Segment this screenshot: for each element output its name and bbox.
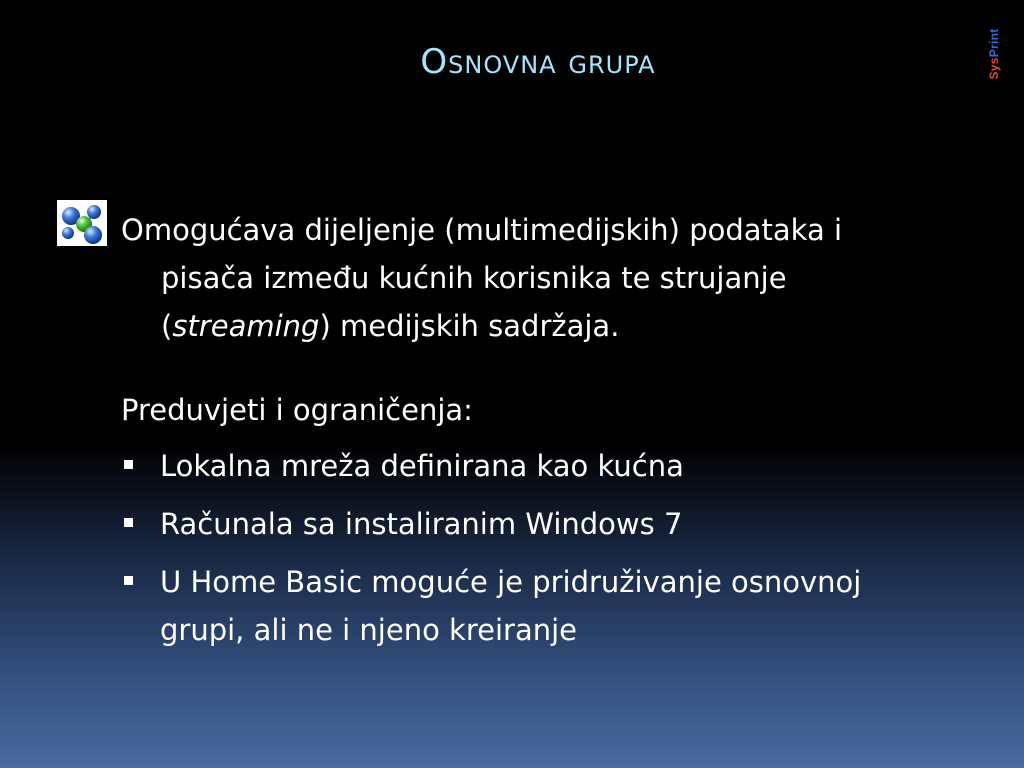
slide-title: Osnovna grupa: [420, 42, 656, 82]
requirements-list: [122, 442, 982, 664]
list-item-text: Računala sa instaliranim Windows 7: [160, 507, 683, 541]
list-item-text: U Home Basic moguće je pridruživanje osnovnoj: [160, 565, 862, 599]
list-item: [122, 442, 982, 490]
intro-line-3: (streaming) medijskih sadržaja.: [161, 309, 620, 343]
list-item-text-continued: grupi, ali ne i njeno kreiranje: [160, 613, 578, 647]
streaming-term: streaming: [172, 309, 320, 343]
list-item: [122, 500, 982, 548]
intro-paragraph: [121, 206, 981, 350]
homegroup-network-icon-graphic: [57, 200, 107, 246]
list-item-text: Lokalna mreža definirana kao kućna: [160, 449, 684, 483]
homegroup-network-icon: [57, 200, 107, 246]
sysprint-logo: [982, 26, 1006, 82]
square-bullet-icon: [124, 576, 133, 585]
intro-line-2: pisača između kućnih korisnika te strujanje: [161, 261, 787, 295]
square-bullet-icon: [124, 518, 133, 527]
list-item: [122, 558, 982, 654]
square-bullet-icon: [124, 460, 133, 469]
requirements-heading: Preduvjeti i ograničenja:: [121, 393, 473, 427]
intro-line-1: Omogućava dijeljenje (multimedijskih) podataka i: [121, 213, 843, 247]
sysprint-logo-text: SysPrint: [987, 28, 1001, 80]
